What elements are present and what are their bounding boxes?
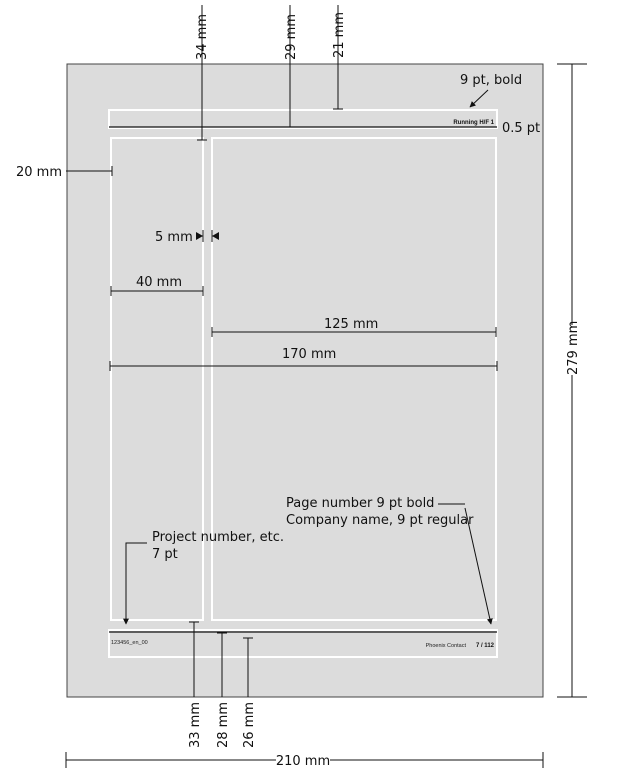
- gutter-label: 5 mm: [155, 230, 193, 245]
- dim-34-label: 34 mm: [195, 13, 210, 60]
- footer-company-text: Phoenix Contact: [425, 643, 466, 649]
- footer-project-text: 123456_en_00: [111, 640, 148, 646]
- footer-note-line-1: Page number 9 pt bold: [286, 496, 435, 511]
- page-width-label: 210 mm: [275, 754, 331, 769]
- dim-29-label: 29 mm: [284, 13, 299, 60]
- col2-width-label: 125 mm: [324, 317, 379, 332]
- left-margin-label: 20 mm: [16, 165, 63, 180]
- footer-page-text: 7 / 112: [475, 643, 494, 649]
- dim-28-label: 28 mm: [216, 701, 231, 748]
- header-running-text: Running H/F 1: [453, 120, 494, 126]
- project-note-line-2: 7 pt: [152, 547, 178, 562]
- dim-21-label: 21 mm: [332, 11, 347, 58]
- col1-width-label: 40 mm: [136, 275, 183, 290]
- page-height-label: 279 mm: [566, 320, 581, 375]
- text-width-label: 170 mm: [282, 347, 337, 362]
- dim-33-label: 33 mm: [188, 701, 203, 748]
- page-sheet: [67, 64, 543, 697]
- header-font-note: 9 pt, bold: [460, 73, 523, 88]
- rule-weight-label: 0.5 pt: [502, 121, 541, 136]
- dim-26-label: 26 mm: [242, 701, 257, 748]
- footer-note-line-2: Company name, 9 pt regular: [286, 513, 474, 528]
- project-note-line-1: Project number, etc.: [152, 530, 284, 545]
